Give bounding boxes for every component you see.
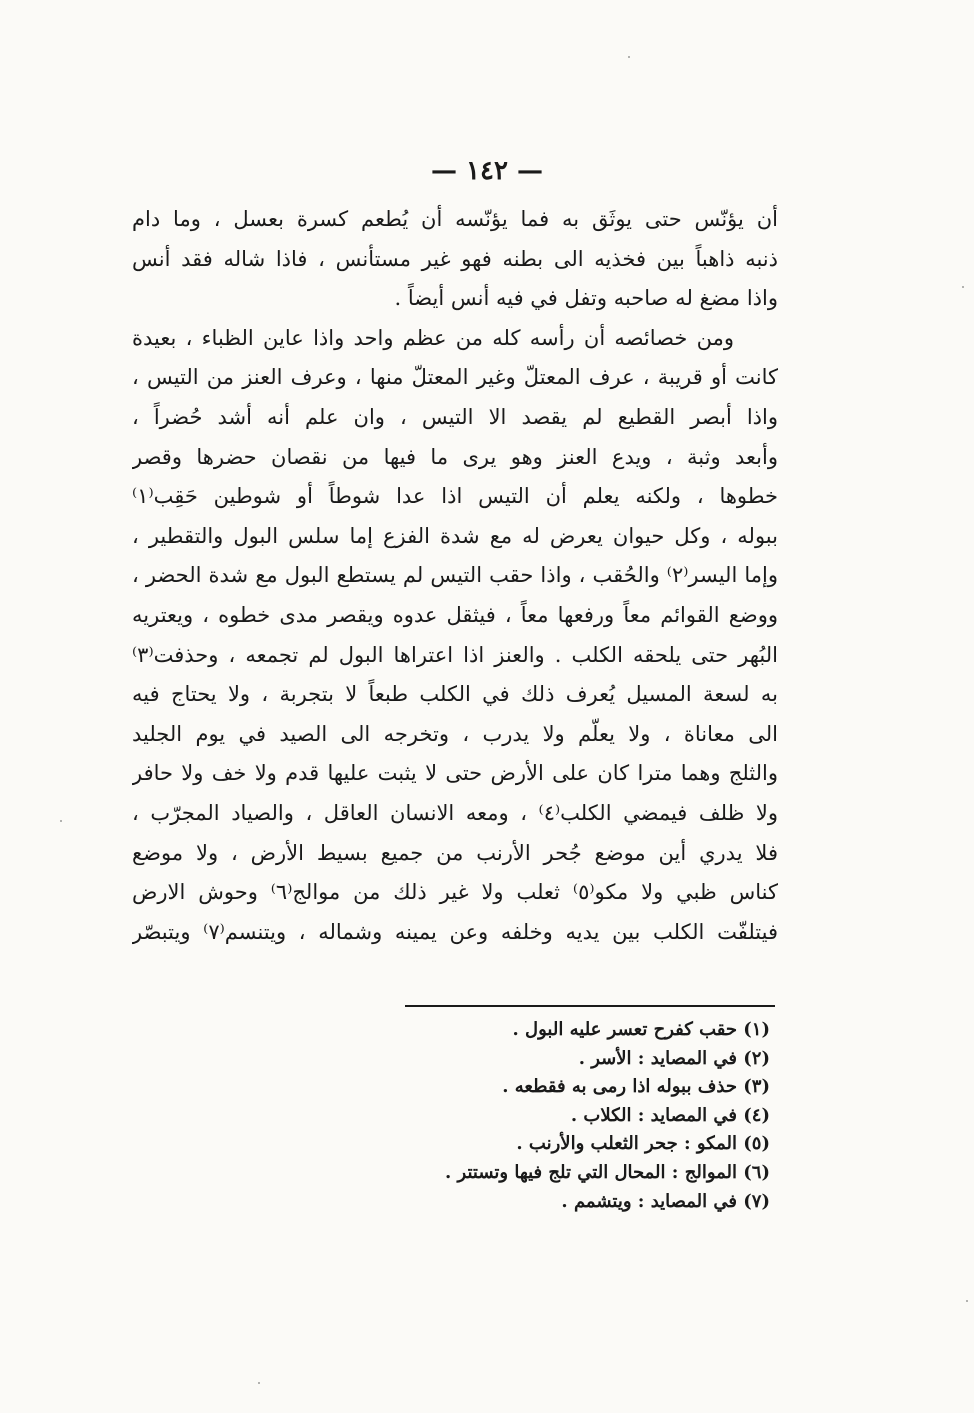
text-line-4: ومن خصائصه أن رأسه كله من عظم واحد واذا عاين الظباء ، بعيدة bbox=[132, 325, 734, 350]
footnote-5: (٥) المكو : جحر الثعلب والأرنب . bbox=[516, 1133, 770, 1155]
footnotes bbox=[300, 1016, 770, 1216]
text-line-13: به لسعة المسيل يُعرف ذلك في الكلب طبعاً لا بتجربة ، ولا يحتاج فيه bbox=[132, 682, 778, 707]
scan-speck bbox=[962, 286, 964, 288]
scan-speck bbox=[258, 1382, 260, 1384]
text-line-17: فلا يدري أين موضع جُحر الأرنب من جميع بسيط الأرض ، ولا موضع bbox=[132, 840, 778, 865]
footnote-7: (٧) في المصايد : ويتشمم . bbox=[561, 1190, 770, 1212]
text-line-15: والثلج وهما مترا كان على الأرض حتى لا يثبت عليها قدم ولا خف ولا حافر bbox=[132, 761, 778, 786]
text-line-10: وإما اليسر⁽٢⁾ والحُقب ، واذا حقب التيس لم يستطع البول مع شدة الحضر ، bbox=[132, 563, 778, 588]
text-line-19: فيتلفّت الكلب بين يديه وخلفه وعن يمينه وشماله ، ويتنسم⁽٧⁾ ويتبصّر bbox=[132, 919, 778, 944]
scan-speck bbox=[966, 1300, 968, 1302]
footnote-2: (٢) في المصايد : الأسر . bbox=[578, 1047, 770, 1069]
text-line-18: كناس ظبي ولا مكو⁽٥⁾ ثعلب ولا غير ذلك من موالج⁽٦⁾ وحوش الارض bbox=[132, 880, 778, 905]
text-line-5: كانت أو قريبة ، عرف المعتلّ وغير المعتلّ منها ، وعرف العنز من التيس ، bbox=[132, 365, 778, 390]
text-line-2: ذنبه ذاهباً بين فخذيه الى بطنه فهو غير مستأنس ، فاذا شاله فقد أنس bbox=[132, 246, 778, 271]
scan-speck bbox=[628, 56, 630, 58]
text-line-8: خطوها ، ولكنه يعلم أن التيس اذا عدا شوطاً أو شوطين حَقِب⁽١⁾ bbox=[132, 484, 778, 509]
text-line-3: واذا مضغ له صاحبه وتفل في فيه أنس أيضاً . bbox=[394, 286, 778, 311]
text-line-9: ببوله ، وكل حيوان يعرض له مع شدة الفزع إما سلس البول والتقطير ، bbox=[132, 523, 778, 548]
text-line-6: واذا أبصر القطيع لم يقصد الا التيس ، وان علم أنه أشد حُضراً ، bbox=[132, 404, 778, 429]
text-line-1: أن يؤنّس حتى يوثَق به فما يؤنّسه أن يُطعم كسرة بعسل ، وما دام bbox=[132, 207, 778, 231]
text-line-11: ووضع القوائم معاً ورفعها معاً ، فيثقل عدوه ويقصر مدى خطوه ، ويعتريه bbox=[132, 602, 778, 627]
page-number: — ١٤٢ — bbox=[430, 156, 544, 186]
text-line-7: وأبعد وثبة ، ويدع العنز وهو يرى ما فيها من نقصان حضرها وقصر bbox=[132, 444, 778, 469]
footnote-divider bbox=[405, 1005, 775, 1007]
text-line-14: الى معاناة ، ولا يعلّم ولا يدرب ، وتخرجه الى الصيد في يوم الجليد bbox=[132, 721, 778, 746]
footnote-6: (٦) الموالج : المحال التي تلج فيها وتستتر . bbox=[444, 1161, 770, 1183]
footnote-4: (٤) في المصايد : الكلاب . bbox=[570, 1104, 770, 1126]
text-line-12: البُهر حتى يلحقه الكلب . والعنز اذا اعتراها البول لم تجمعه ، وحذفت⁽٣⁾ bbox=[132, 642, 778, 667]
footnote-3: (٣) حذف ببوله اذا رمى به فقطعه . bbox=[502, 1076, 770, 1098]
text-line-16: ولا ظلف فيمضي الكلب⁽٤⁾ ، ومعه الانسان العاقل ، والصياد المجرّب ، bbox=[132, 800, 778, 825]
footnote-1: (١) حقب كفرح تعسر عليه البول . bbox=[512, 1019, 770, 1040]
main-text bbox=[132, 200, 778, 952]
scan-speck bbox=[60, 820, 62, 822]
